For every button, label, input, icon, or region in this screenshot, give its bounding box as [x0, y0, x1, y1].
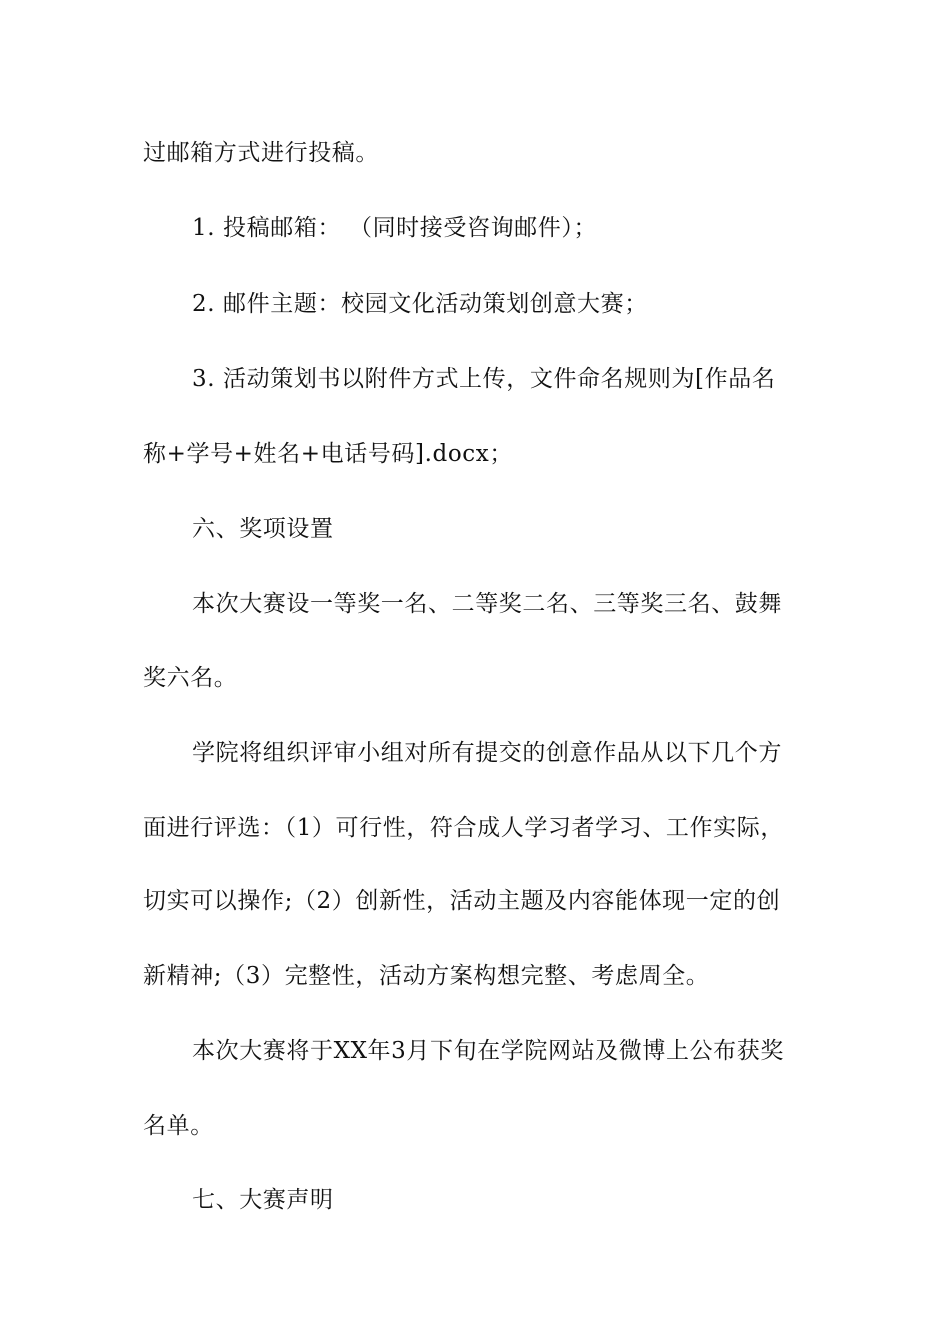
paragraph-line: 称+学号+姓名+电话号码].docx； — [143, 441, 513, 467]
section-heading-awards: 六、奖项设置 — [192, 516, 334, 542]
list-item-subject: 2. 邮件主题：校园文化活动策划创意大赛； — [192, 291, 648, 317]
section-heading-statement: 七、大赛声明 — [192, 1187, 334, 1213]
paragraph-line: 过邮箱方式进行投稿。 — [143, 140, 379, 166]
paragraph-line: 学院将组织评审小组对所有提交的创意作品从以下几个方 — [192, 740, 782, 766]
list-item-attachment: 3. 活动策划书以附件方式上传，文件命名规则为[作品名 — [192, 366, 776, 392]
paragraph-line: 名单。 — [143, 1113, 214, 1139]
paragraph-line: 本次大赛设一等奖一名、二等奖二名、三等奖三名、鼓舞 — [192, 591, 782, 617]
paragraph-line: 面进行评选：（1）可行性，符合成人学习者学习、工作实际， — [143, 815, 784, 841]
paragraph-line: 新精神;（3）完整性，活动方案构想完整、考虑周全。 — [143, 963, 710, 989]
paragraph-line: 切实可以操作;（2）创新性，活动主题及内容能体现一定的创 — [143, 888, 781, 914]
paragraph-line: 本次大赛将于XX年3月下旬在学院网站及微博上公布获奖 — [192, 1038, 784, 1064]
paragraph-line: 奖六名。 — [143, 665, 238, 691]
list-item-email: 1. 投稿邮箱： （同时接受咨询邮件）； — [192, 215, 598, 241]
